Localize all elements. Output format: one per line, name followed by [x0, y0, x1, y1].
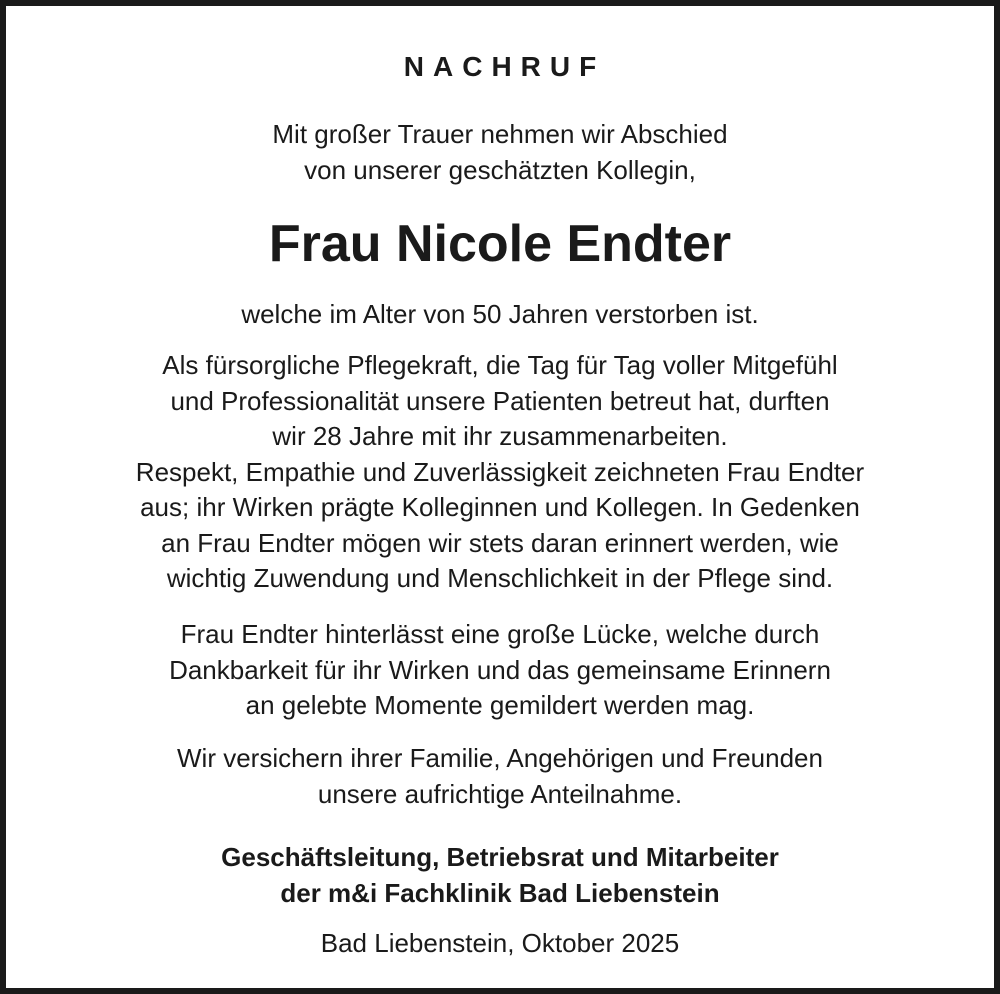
signature-line: der m&i Fachklinik Bad Liebenstein — [280, 877, 720, 908]
paragraph-line: aus; ihr Wirken prägte Kolleginnen und Kollegen. In Gedenken — [140, 492, 860, 522]
signature-line: Geschäftsleitung, Betriebsrat und Mitarbeiter — [221, 842, 779, 872]
place-date — [12, 926, 988, 962]
age-line: welche im Alter von 50 Jahren verstorben ist. — [241, 299, 759, 329]
paragraph-line: Wir versichern ihrer Familie, Angehörigen und Freunden — [177, 743, 823, 773]
paragraph-line: Respekt, Empathie und Zuverlässigkeit zeichneten Frau Endter — [135, 456, 865, 487]
paragraph-loss — [12, 617, 988, 724]
paragraph-line: wir 28 Jahre mit ihr zusammenarbeiten. — [272, 421, 728, 451]
paragraph-line: Als fürsorgliche Pflegekraft, die Tag für Tag voller Mitgefühl — [162, 350, 838, 380]
place-date-line: Bad Liebenstein, Oktober 2025 — [320, 928, 680, 958]
paragraph-line: und Professionalität unsere Patienten betreut hat, durften — [170, 385, 830, 416]
paragraph-line: Dankbarkeit für ihr Wirken und das gemeinsame Erinnern — [169, 654, 831, 685]
notice-heading: NACHRUF — [403, 51, 606, 82]
paragraph-condolence — [12, 741, 988, 812]
paragraph-tribute — [12, 348, 988, 597]
intro-text — [12, 117, 988, 188]
intro-line: Mit großer Trauer nehmen wir Abschied — [272, 119, 728, 149]
paragraph-line: wichtig Zuwendung und Menschlichkeit in der Pflege sind. — [166, 563, 834, 593]
age-text — [12, 297, 988, 333]
paragraph-line: Frau Endter hinterlässt eine große Lücke, welche durch — [180, 619, 820, 649]
signature — [12, 840, 988, 911]
paragraph-line: an Frau Endter mögen wir stets daran erinnert werden, wie — [161, 527, 839, 558]
paragraph-line: an gelebte Momente gemildert werden mag. — [245, 690, 755, 720]
paragraph-line: unsere aufrichtige Anteilnahme. — [317, 778, 683, 809]
intro-line: von unserer geschätzten Kollegin, — [304, 154, 696, 185]
deceased-name: Frau Nicole Endter — [268, 215, 732, 273]
